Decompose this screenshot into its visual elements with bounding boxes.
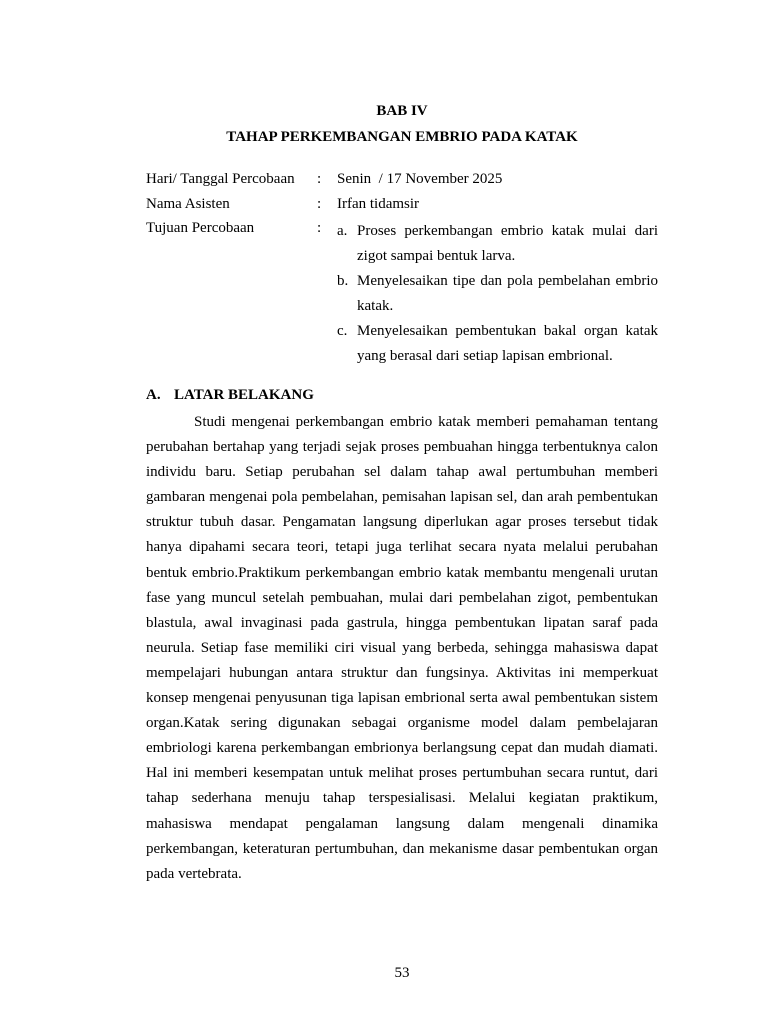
goal-colon: : — [317, 220, 322, 236]
goal-marker: c. — [337, 323, 348, 339]
goal-item — [337, 269, 658, 319]
chapter-number: BAB IV — [376, 103, 428, 119]
goal-item — [337, 319, 658, 369]
goal-text: Menyelesaikan pembentukan bakal organ katak yang berasal dari setiap lapisan embrional. — [357, 323, 658, 364]
goal-text: Proses perkembangan embrio katak mulai dari zigot sampai bentuk larva. — [357, 223, 658, 264]
goal-item — [337, 219, 658, 269]
page-number: 53 — [394, 965, 410, 981]
goal-text: Menyelesaikan tipe dan pola pembelahan embrio katak. — [357, 273, 658, 314]
assistant-colon: : — [317, 196, 322, 212]
assistant-label: Nama Asisten — [146, 196, 230, 212]
goal-label: Tujuan Percobaan — [146, 220, 255, 236]
section-heading — [146, 386, 314, 404]
chapter-title: TAHAP PERKEMBANGAN EMBRIO PADA KATAK — [226, 129, 578, 145]
goal-list — [337, 219, 658, 369]
goal-marker: b. — [337, 273, 349, 289]
assistant-value: Irfan tidamsir — [337, 196, 420, 212]
date-value: Senin / 17 November 2025 — [337, 171, 503, 187]
background-paragraph: Studi mengenai perkembangan embrio katak memberi pemahaman tentang perubahan bertahap yang terjadi sejak proses pembuahan hingga terbentuknya calon individu baru. Setiap perubahan sel dalam tahap awal pertumbuhan memberi gambaran mengenai pola pembelahan, pemisahan lapisan sel, dan arah pembentukan struktur tubuh dasar. Pengamatan langsung diperlukan agar proses tersebut tidak hanya dipahami secara teori, tetapi juga terlihat secara nyata melalui perubahan bentuk embrio.Praktikum perkembangan embrio katak membantu mengenali urutan fase yang muncul setelah pembuahan, mulai dari pembelahan zigot, pembentukan blastula, awal invaginasi pada gastrula, hingga pembentukan lipatan saraf pada neurula. Setiap fase memiliki ciri visual yang berbeda, sehingga mahasiswa dapat mempelajari hubungan antara struktur dan fungsinya. Aktivitas ini memperkuat konsep mengenai penyusunan tiga lapisan embrional serta awal pembentukan sistem organ.Katak sering digunakan sebagai organisme model dalam pembelajaran embriologi karena perkembangan embrionya berlangsung cepat dan mudah diamati. Hal ini memberi kesempatan untuk melihat proses pertumbuhan secara runtut, dari tahap sederhana menuju tahap terspesialisasi. Melalui kegiatan praktikum, mahasiswa mendapat pengalaman langsung dalam mengenali dinamika perkembangan, keteraturan pertumbuhan, dan mekanisme dasar pembentukan organ pada vertebrata. — [146, 414, 658, 882]
goal-marker: a. — [337, 223, 348, 239]
section-title: LATAR BELAKANG — [174, 387, 314, 403]
date-label: Hari/ Tanggal Percobaan — [146, 171, 295, 187]
section-letter: A. — [146, 387, 161, 403]
date-colon: : — [317, 171, 322, 187]
